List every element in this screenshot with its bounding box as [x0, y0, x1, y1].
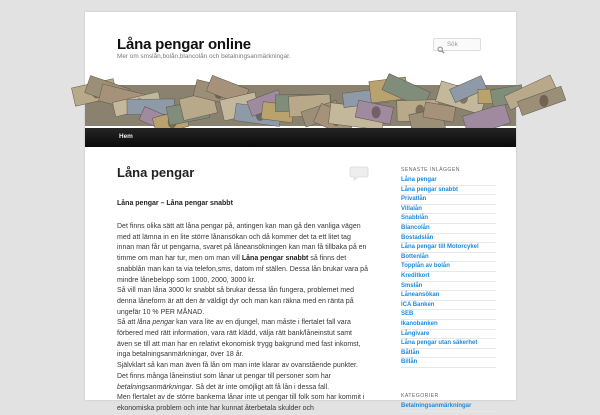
recent-post-item-link[interactable]: Blancolån — [401, 224, 430, 231]
recent-post-item-link[interactable]: Låna pengar utan säkerhet — [401, 340, 478, 347]
paragraph — [117, 318, 369, 361]
entry-subtitle: Låna pengar – Låna pengar snabbt — [117, 200, 233, 207]
recent-post-item[interactable] — [401, 224, 496, 234]
recent-post-item[interactable] — [401, 186, 496, 196]
recent-post-item-link[interactable]: Villalån — [401, 205, 422, 212]
recent-post-item-link[interactable]: Kreditkort — [401, 272, 430, 279]
recent-post-item-link[interactable]: Topplån av bolån — [401, 263, 450, 270]
recent-post-item[interactable] — [401, 301, 496, 311]
recent-post-item-link[interactable]: Billån — [401, 359, 418, 366]
main-navigation — [85, 128, 516, 147]
paragraph-text: så finns det snabblån man kan ta via telefon,sms, datom mf ställen. Dessa lån brukar vara på mindre lånebelopp som 1000, 2000, 3000 kr. — [117, 255, 368, 284]
sidebar — [401, 167, 496, 409]
site-description: Mer om smslån,bolån,blancolån och betalningsanmärkningar. — [117, 53, 291, 60]
search-input[interactable] — [433, 38, 481, 51]
categories-widget — [401, 393, 496, 412]
recent-post-item-link[interactable]: Ikanobanken — [401, 320, 438, 327]
paragraph — [117, 222, 369, 286]
nav-item-home[interactable]: Hem — [119, 133, 133, 140]
paragraph-text: Så att — [117, 319, 138, 327]
recent-post-item[interactable] — [401, 195, 496, 205]
paragraph-text: Självklart så kan man även få lån om man inte klarar av ovanstående punkter. Det finns många låneinstiut som lånar ut pengar till personer som har — [117, 362, 358, 380]
recent-post-item-link[interactable]: Smslån — [401, 282, 423, 289]
recent-post-item-link[interactable]: Låna pengar — [401, 177, 437, 183]
magnifier-icon — [437, 41, 445, 59]
site-title[interactable]: Låna pengar online — [117, 36, 251, 53]
recent-post-item-link[interactable]: ICA Banken — [401, 301, 435, 308]
recent-post-item[interactable] — [401, 243, 496, 253]
paragraph-text: Det finns olika sätt att låna pengar på, antingen kan man gå den vanliga vägen med att lämna in en lite större lånansökan och då kommer det ta ett litet tag innan man får ut pengarna, svaret på låneansökningen kan man få tillbaka på en timme om man har tur, men om man vill — [117, 223, 367, 263]
recent-post-item[interactable] — [401, 262, 496, 272]
recent-post-item[interactable] — [401, 330, 496, 340]
recent-post-item[interactable] — [401, 339, 496, 349]
recent-post-item[interactable] — [401, 205, 496, 215]
recent-post-item-link[interactable]: Långivare — [401, 330, 430, 337]
entry-title[interactable]: Låna pengar — [117, 165, 195, 180]
search-placeholder: Sök — [447, 41, 458, 48]
recent-post-item[interactable] — [401, 282, 496, 292]
recent-posts-list — [401, 176, 496, 368]
comment-bubble-icon[interactable] — [349, 166, 369, 186]
paragraph-text: Men flertalet av de större bankerna lånar inte ut pengar till folk som har kommit i ekonomiska problem och inte har kunnat återbetala skulder och — [117, 394, 365, 412]
recent-post-item[interactable] — [401, 310, 496, 320]
paragraph-text: Så vill man låna 3000 kr snabbt så brukar dessa lån fungera, problemet med denna låneform är att den är väldigt dyr och man kan räkna med en ränta på ungefär 10 % PER MÅNAD. — [117, 287, 354, 316]
emphasis-text: betalningsanmärkningar — [117, 383, 192, 391]
recent-post-item[interactable] — [401, 253, 496, 263]
recent-post-item[interactable] — [401, 349, 496, 359]
recent-post-item-link[interactable]: Bottenlån — [401, 253, 429, 260]
entry-content — [117, 222, 369, 415]
paragraph — [117, 286, 369, 318]
recent-post-item-link[interactable]: SEB — [401, 311, 414, 318]
paragraph — [117, 393, 369, 414]
recent-post-item[interactable] — [401, 358, 496, 368]
paragraph-text: . Så det är inte omöjligt att få lån i dessa fall. — [191, 383, 330, 391]
recent-post-item[interactable] — [401, 320, 496, 330]
categories-list — [401, 402, 496, 412]
recent-post-item-link[interactable]: Låneansökan — [401, 292, 440, 299]
recent-post-item-link[interactable]: Låna pengar snabbt — [401, 186, 459, 193]
emphasis-text: låna pengar — [137, 319, 175, 327]
paragraph-text: kan vara lite av en djungel, man måste i flertalet fall vara förbered med rätt information, vara rätt klädd, välja rätt bank/låneinstut samt även se till att man har en relativt ekonomisk trygg bakgrund med fast inkomst, inga betalningsanmärkningar, över 18 år. — [117, 319, 361, 359]
recent-post-item[interactable] — [401, 214, 496, 224]
recent-post-item-link[interactable]: Snabblån — [401, 215, 429, 222]
recent-post-item-link[interactable]: Bostadslån — [401, 234, 434, 241]
emphasis-text: Låna pengar snabbt — [241, 255, 309, 263]
category-item[interactable] — [401, 402, 496, 412]
categories-title: KATEGORIER — [401, 393, 439, 399]
paragraph — [117, 361, 369, 393]
recent-post-item-link[interactable]: Låna pengar till Motorcykel — [401, 244, 479, 251]
recent-post-item[interactable] — [401, 234, 496, 244]
recent-post-item[interactable] — [401, 272, 496, 282]
recent-post-item[interactable] — [401, 176, 496, 186]
header-banner-image — [85, 85, 516, 126]
recent-post-item[interactable] — [401, 291, 496, 301]
page-container — [85, 12, 516, 412]
recent-posts-title: SENASTE INLÄGGEN — [401, 167, 460, 173]
recent-post-item-link[interactable]: Båtlån — [401, 349, 420, 356]
category-item-link[interactable]: Betalningsanmärkningar — [401, 403, 472, 409]
recent-post-item-link[interactable]: Privatlån — [401, 196, 427, 203]
